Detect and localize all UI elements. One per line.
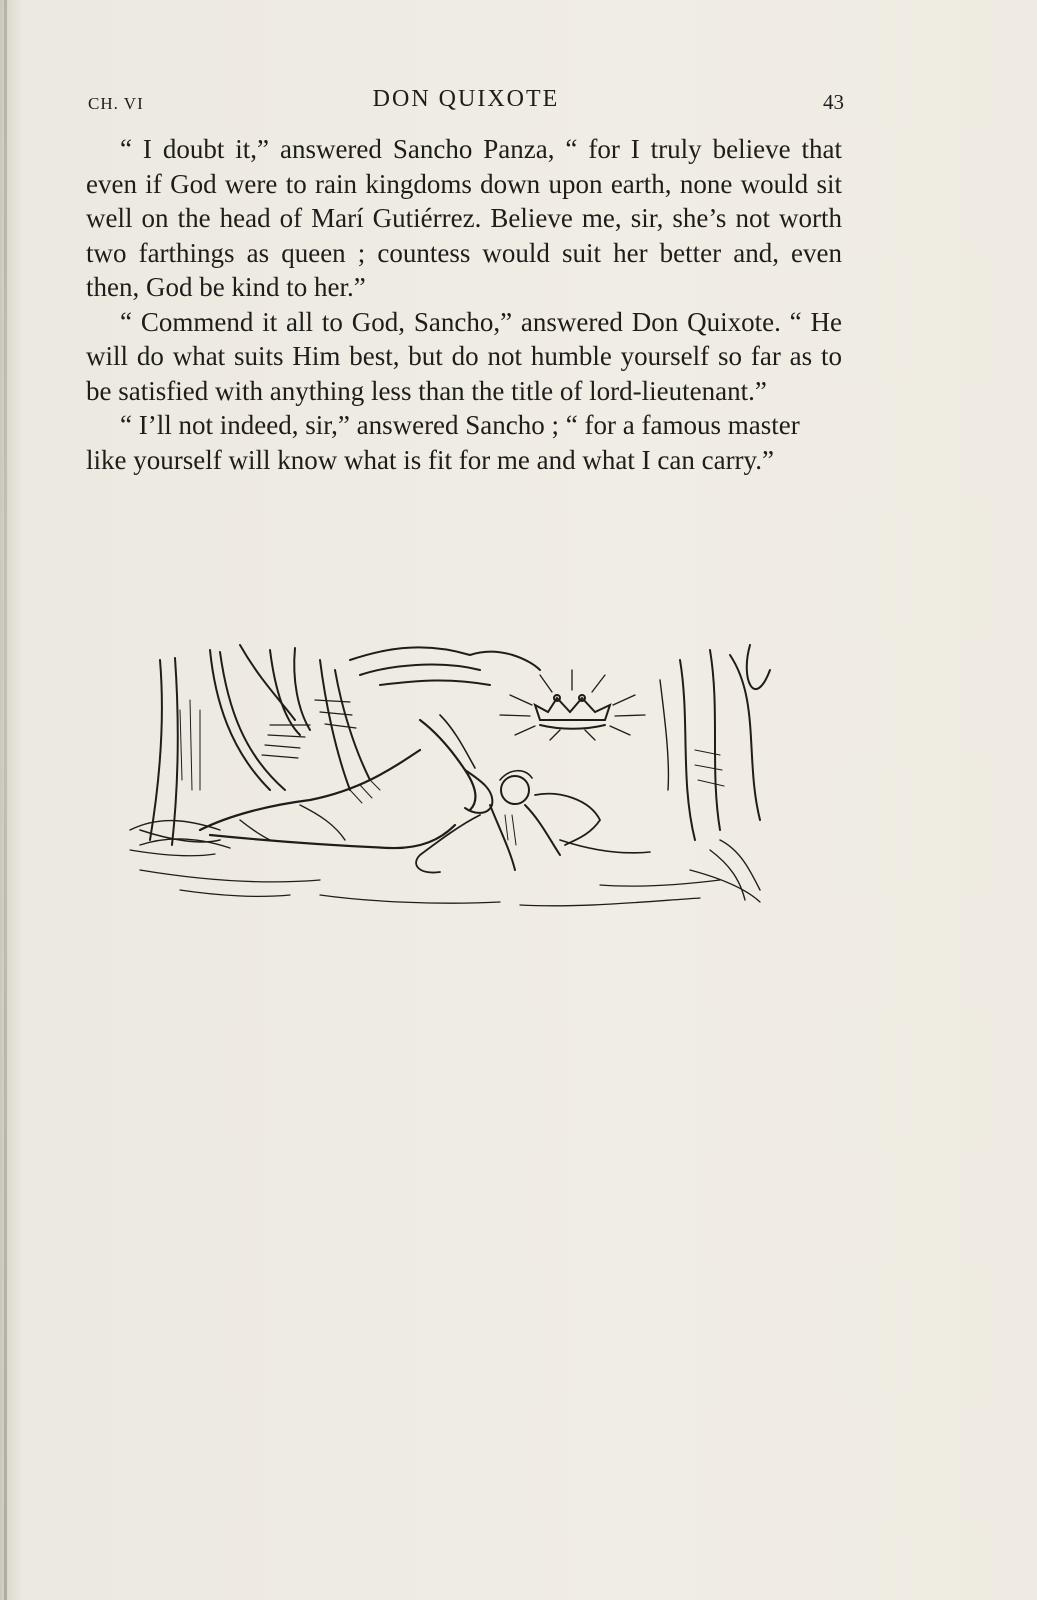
sancho-icon [416, 771, 650, 873]
body-text [86, 132, 842, 477]
book-title: DON QUIXOTE [372, 86, 560, 112]
page-number: 43 [823, 90, 844, 114]
ground-lines-icon [140, 870, 760, 906]
sancho-dreaming-illustration [120, 640, 780, 940]
running-head [88, 86, 844, 120]
paragraph: “ I’ll not indeed, sir,” answered Sancho ; “ for a famous master like yourself will know what is fit for me and what I can carry.” [86, 410, 800, 475]
paragraph: “ Commend it all to God, Sancho,” answered Don Quixote. “ He will do what suits Him best, but do not humble yourself so far as to be satisfied with anything less than the title of lord-lieutenant.” [86, 306, 842, 406]
right-trees-icon [660, 645, 770, 900]
trees-icon [130, 645, 540, 848]
page-gutter-shadow [4, 0, 7, 1600]
donkey-icon [130, 715, 492, 856]
crown-icon [500, 670, 645, 740]
chapter-label: CH. VI [88, 94, 144, 113]
paragraph: “ I doubt it,” answered Sancho Panza, “ for I truly believe that even if God were to rain kingdoms down upon earth, none would sit well on the head of Marí Gutiérrez. Believe me, sir, she’s not worth two farthings as queen ; countess would suit her better and, even then, God be kind to her.” [86, 134, 842, 302]
